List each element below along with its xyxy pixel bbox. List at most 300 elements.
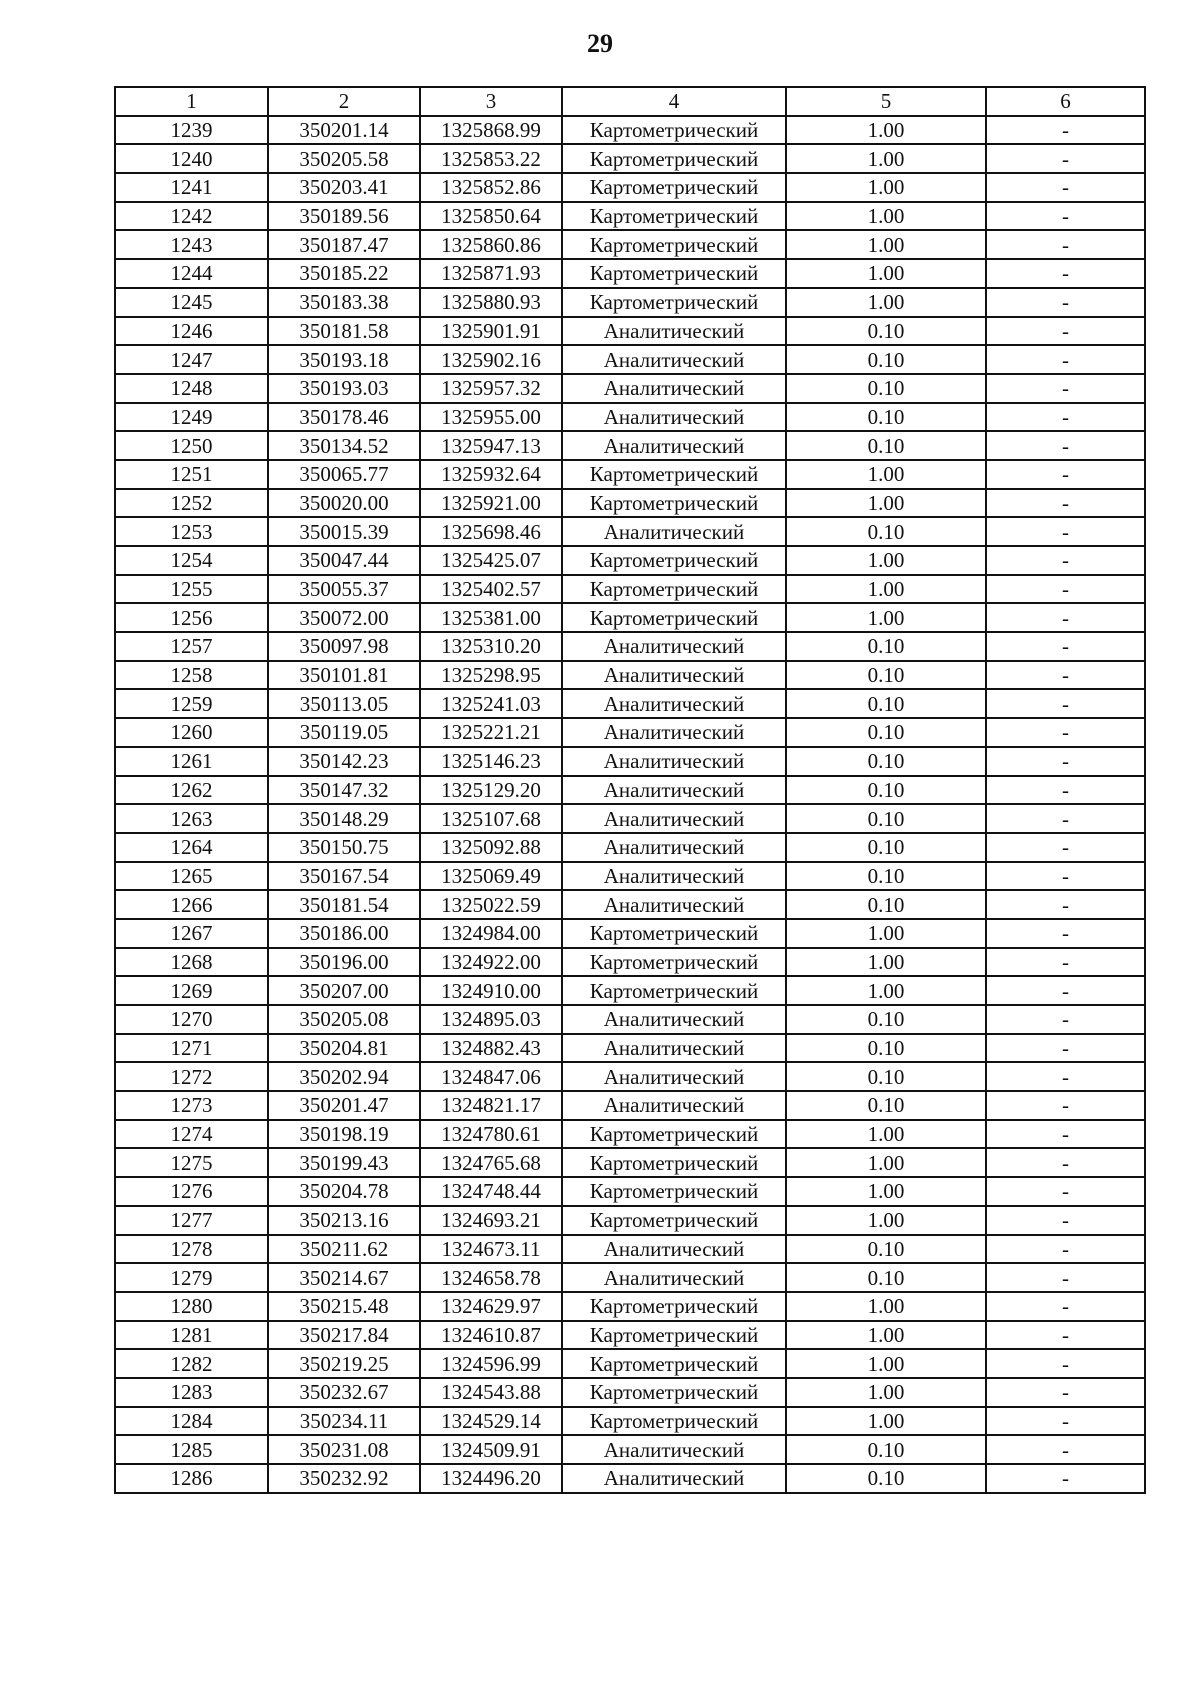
accuracy-cell: 1.00 (786, 460, 986, 489)
table-row (115, 546, 1145, 575)
method-cell: Аналитический (562, 718, 786, 747)
note-cell: - (986, 747, 1145, 776)
table-row (115, 718, 1145, 747)
method-cell: Картометрический (562, 1206, 786, 1235)
y-coordinate-cell: 1324780.61 (420, 1120, 562, 1149)
x-coordinate-cell: 350097.98 (268, 632, 420, 661)
table-row (115, 575, 1145, 604)
method-cell: Картометрический (562, 489, 786, 518)
note-cell: - (986, 862, 1145, 891)
accuracy-cell: 1.00 (786, 1148, 986, 1177)
table-row (115, 259, 1145, 288)
point-number-cell: 1281 (115, 1321, 268, 1350)
x-coordinate-cell: 350196.00 (268, 948, 420, 977)
method-cell: Картометрический (562, 1120, 786, 1149)
table-row (115, 1091, 1145, 1120)
table-row (115, 460, 1145, 489)
accuracy-cell: 0.10 (786, 776, 986, 805)
table-row (115, 976, 1145, 1005)
x-coordinate-cell: 350219.25 (268, 1349, 420, 1378)
point-number-cell: 1282 (115, 1349, 268, 1378)
point-number-cell: 1247 (115, 345, 268, 374)
column-header-4: 4 (562, 87, 786, 116)
point-number-cell: 1260 (115, 718, 268, 747)
note-cell: - (986, 603, 1145, 632)
point-number-cell: 1242 (115, 202, 268, 231)
y-coordinate-cell: 1324509.91 (420, 1435, 562, 1464)
y-coordinate-cell: 1324821.17 (420, 1091, 562, 1120)
table-row (115, 173, 1145, 202)
y-coordinate-cell: 1325221.21 (420, 718, 562, 747)
y-coordinate-cell: 1325947.13 (420, 431, 562, 460)
table-row (115, 1206, 1145, 1235)
accuracy-cell: 1.00 (786, 489, 986, 518)
x-coordinate-cell: 350213.16 (268, 1206, 420, 1235)
table-row (115, 1292, 1145, 1321)
x-coordinate-cell: 350232.92 (268, 1464, 420, 1493)
x-coordinate-cell: 350198.19 (268, 1120, 420, 1149)
table-row (115, 1062, 1145, 1091)
x-coordinate-cell: 350215.48 (268, 1292, 420, 1321)
accuracy-cell: 0.10 (786, 345, 986, 374)
method-cell: Картометрический (562, 173, 786, 202)
table-row (115, 890, 1145, 919)
point-number-cell: 1270 (115, 1005, 268, 1034)
x-coordinate-cell: 350199.43 (268, 1148, 420, 1177)
accuracy-cell: 0.10 (786, 661, 986, 690)
y-coordinate-cell: 1324596.99 (420, 1349, 562, 1378)
note-cell: - (986, 288, 1145, 317)
y-coordinate-cell: 1325022.59 (420, 890, 562, 919)
method-cell: Аналитический (562, 403, 786, 432)
note-cell: - (986, 833, 1145, 862)
note-cell: - (986, 689, 1145, 718)
accuracy-cell: 0.10 (786, 517, 986, 546)
method-cell: Аналитический (562, 317, 786, 346)
method-cell: Аналитический (562, 747, 786, 776)
method-cell: Картометрический (562, 144, 786, 173)
table-row (115, 661, 1145, 690)
table-row (115, 489, 1145, 518)
point-number-cell: 1254 (115, 546, 268, 575)
point-number-cell: 1252 (115, 489, 268, 518)
y-coordinate-cell: 1324629.97 (420, 1292, 562, 1321)
point-number-cell: 1283 (115, 1378, 268, 1407)
x-coordinate-cell: 350204.81 (268, 1034, 420, 1063)
point-number-cell: 1274 (115, 1120, 268, 1149)
x-coordinate-cell: 350193.18 (268, 345, 420, 374)
x-coordinate-cell: 350214.67 (268, 1263, 420, 1292)
accuracy-cell: 1.00 (786, 144, 986, 173)
table-row (115, 804, 1145, 833)
method-cell: Картометрический (562, 603, 786, 632)
accuracy-cell: 1.00 (786, 230, 986, 259)
table-row (115, 374, 1145, 403)
header-row (115, 87, 1145, 116)
point-number-cell: 1275 (115, 1148, 268, 1177)
point-number-cell: 1279 (115, 1263, 268, 1292)
note-cell: - (986, 1464, 1145, 1493)
accuracy-cell: 0.10 (786, 747, 986, 776)
table-row (115, 919, 1145, 948)
table-row (115, 202, 1145, 231)
column-header-6: 6 (986, 87, 1145, 116)
x-coordinate-cell: 350207.00 (268, 976, 420, 1005)
table-row (115, 517, 1145, 546)
y-coordinate-cell: 1324610.87 (420, 1321, 562, 1350)
y-coordinate-cell: 1325871.93 (420, 259, 562, 288)
table-row (115, 431, 1145, 460)
method-cell: Картометрический (562, 460, 786, 489)
point-number-cell: 1266 (115, 890, 268, 919)
method-cell: Картометрический (562, 230, 786, 259)
y-coordinate-cell: 1325902.16 (420, 345, 562, 374)
accuracy-cell: 0.10 (786, 833, 986, 862)
method-cell: Аналитический (562, 1235, 786, 1264)
point-number-cell: 1253 (115, 517, 268, 546)
accuracy-cell: 0.10 (786, 403, 986, 432)
point-number-cell: 1262 (115, 776, 268, 805)
y-coordinate-cell: 1325241.03 (420, 689, 562, 718)
y-coordinate-cell: 1325932.64 (420, 460, 562, 489)
method-cell: Картометрический (562, 976, 786, 1005)
method-cell: Картометрический (562, 288, 786, 317)
y-coordinate-cell: 1325402.57 (420, 575, 562, 604)
x-coordinate-cell: 350134.52 (268, 431, 420, 460)
x-coordinate-cell: 350205.58 (268, 144, 420, 173)
note-cell: - (986, 976, 1145, 1005)
point-number-cell: 1249 (115, 403, 268, 432)
note-cell: - (986, 1034, 1145, 1063)
table-row (115, 747, 1145, 776)
method-cell: Аналитический (562, 1005, 786, 1034)
y-coordinate-cell: 1325868.99 (420, 116, 562, 145)
y-coordinate-cell: 1325381.00 (420, 603, 562, 632)
note-cell: - (986, 1321, 1145, 1350)
point-number-cell: 1241 (115, 173, 268, 202)
accuracy-cell: 0.10 (786, 374, 986, 403)
note-cell: - (986, 489, 1145, 518)
note-cell: - (986, 948, 1145, 977)
point-number-cell: 1273 (115, 1091, 268, 1120)
accuracy-cell: 0.10 (786, 890, 986, 919)
table-row (115, 1464, 1145, 1493)
note-cell: - (986, 1177, 1145, 1206)
note-cell: - (986, 1235, 1145, 1264)
table-row (115, 948, 1145, 977)
note-cell: - (986, 1091, 1145, 1120)
x-coordinate-cell: 350020.00 (268, 489, 420, 518)
y-coordinate-cell: 1324847.06 (420, 1062, 562, 1091)
y-coordinate-cell: 1324882.43 (420, 1034, 562, 1063)
x-coordinate-cell: 350205.08 (268, 1005, 420, 1034)
accuracy-cell: 1.00 (786, 116, 986, 145)
x-coordinate-cell: 350119.05 (268, 718, 420, 747)
method-cell: Аналитический (562, 1034, 786, 1063)
accuracy-cell: 0.10 (786, 689, 986, 718)
note-cell: - (986, 374, 1145, 403)
x-coordinate-cell: 350015.39 (268, 517, 420, 546)
note-cell: - (986, 919, 1145, 948)
accuracy-cell: 0.10 (786, 1062, 986, 1091)
accuracy-cell: 0.10 (786, 718, 986, 747)
table-row (115, 230, 1145, 259)
point-number-cell: 1248 (115, 374, 268, 403)
x-coordinate-cell: 350187.47 (268, 230, 420, 259)
point-number-cell: 1284 (115, 1407, 268, 1436)
accuracy-cell: 0.10 (786, 1235, 986, 1264)
x-coordinate-cell: 350181.58 (268, 317, 420, 346)
method-cell: Картометрический (562, 1321, 786, 1350)
note-cell: - (986, 202, 1145, 231)
y-coordinate-cell: 1325852.86 (420, 173, 562, 202)
table-row (115, 144, 1145, 173)
table-row (115, 776, 1145, 805)
note-cell: - (986, 1005, 1145, 1034)
method-cell: Картометрический (562, 1292, 786, 1321)
y-coordinate-cell: 1325850.64 (420, 202, 562, 231)
method-cell: Картометрический (562, 1407, 786, 1436)
y-coordinate-cell: 1325092.88 (420, 833, 562, 862)
point-number-cell: 1251 (115, 460, 268, 489)
y-coordinate-cell: 1325310.20 (420, 632, 562, 661)
y-coordinate-cell: 1324748.44 (420, 1177, 562, 1206)
accuracy-cell: 1.00 (786, 1378, 986, 1407)
accuracy-cell: 0.10 (786, 1005, 986, 1034)
accuracy-cell: 0.10 (786, 1034, 986, 1063)
accuracy-cell: 0.10 (786, 317, 986, 346)
note-cell: - (986, 718, 1145, 747)
accuracy-cell: 0.10 (786, 1464, 986, 1493)
y-coordinate-cell: 1325129.20 (420, 776, 562, 805)
method-cell: Картометрический (562, 1177, 786, 1206)
y-coordinate-cell: 1324543.88 (420, 1378, 562, 1407)
note-cell: - (986, 230, 1145, 259)
point-number-cell: 1255 (115, 575, 268, 604)
column-header-5: 5 (786, 87, 986, 116)
table-row (115, 1148, 1145, 1177)
table-body (115, 116, 1145, 1493)
method-cell: Аналитический (562, 1435, 786, 1464)
accuracy-cell: 0.10 (786, 804, 986, 833)
y-coordinate-cell: 1325955.00 (420, 403, 562, 432)
y-coordinate-cell: 1324693.21 (420, 1206, 562, 1235)
y-coordinate-cell: 1324496.20 (420, 1464, 562, 1493)
table-row (115, 603, 1145, 632)
table-row (115, 1263, 1145, 1292)
accuracy-cell: 1.00 (786, 546, 986, 575)
x-coordinate-cell: 350147.32 (268, 776, 420, 805)
method-cell: Аналитический (562, 804, 786, 833)
method-cell: Картометрический (562, 259, 786, 288)
column-header-3: 3 (420, 87, 562, 116)
y-coordinate-cell: 1325298.95 (420, 661, 562, 690)
point-number-cell: 1263 (115, 804, 268, 833)
point-number-cell: 1267 (115, 919, 268, 948)
note-cell: - (986, 575, 1145, 604)
point-number-cell: 1257 (115, 632, 268, 661)
accuracy-cell: 1.00 (786, 1292, 986, 1321)
accuracy-cell: 1.00 (786, 603, 986, 632)
point-number-cell: 1278 (115, 1235, 268, 1264)
note-cell: - (986, 1206, 1145, 1235)
method-cell: Аналитический (562, 689, 786, 718)
x-coordinate-cell: 350047.44 (268, 546, 420, 575)
method-cell: Картометрический (562, 919, 786, 948)
table-row (115, 1120, 1145, 1149)
note-cell: - (986, 776, 1145, 805)
x-coordinate-cell: 350201.47 (268, 1091, 420, 1120)
note-cell: - (986, 517, 1145, 546)
accuracy-cell: 1.00 (786, 259, 986, 288)
y-coordinate-cell: 1325860.86 (420, 230, 562, 259)
x-coordinate-cell: 350217.84 (268, 1321, 420, 1350)
method-cell: Картометрический (562, 1349, 786, 1378)
note-cell: - (986, 431, 1145, 460)
y-coordinate-cell: 1325425.07 (420, 546, 562, 575)
note-cell: - (986, 259, 1145, 288)
x-coordinate-cell: 350203.41 (268, 173, 420, 202)
point-number-cell: 1243 (115, 230, 268, 259)
y-coordinate-cell: 1324910.00 (420, 976, 562, 1005)
accuracy-cell: 1.00 (786, 919, 986, 948)
method-cell: Картометрический (562, 575, 786, 604)
note-cell: - (986, 661, 1145, 690)
table-header (115, 87, 1145, 116)
column-header-2: 2 (268, 87, 420, 116)
table-row (115, 862, 1145, 891)
table-row (115, 632, 1145, 661)
method-cell: Аналитический (562, 1062, 786, 1091)
method-cell: Аналитический (562, 890, 786, 919)
y-coordinate-cell: 1324895.03 (420, 1005, 562, 1034)
accuracy-cell: 1.00 (786, 173, 986, 202)
table-row (115, 1005, 1145, 1034)
method-cell: Картометрический (562, 1378, 786, 1407)
note-cell: - (986, 1120, 1145, 1149)
note-cell: - (986, 345, 1145, 374)
table-row (115, 1177, 1145, 1206)
method-cell: Аналитический (562, 632, 786, 661)
x-coordinate-cell: 350113.05 (268, 689, 420, 718)
x-coordinate-cell: 350204.78 (268, 1177, 420, 1206)
note-cell: - (986, 1407, 1145, 1436)
x-coordinate-cell: 350211.62 (268, 1235, 420, 1264)
x-coordinate-cell: 350234.11 (268, 1407, 420, 1436)
table-row (115, 1034, 1145, 1063)
method-cell: Аналитический (562, 1091, 786, 1120)
note-cell: - (986, 1263, 1145, 1292)
method-cell: Аналитический (562, 776, 786, 805)
table-row (115, 1349, 1145, 1378)
note-cell: - (986, 632, 1145, 661)
method-cell: Аналитический (562, 1263, 786, 1292)
x-coordinate-cell: 350186.00 (268, 919, 420, 948)
point-number-cell: 1276 (115, 1177, 268, 1206)
accuracy-cell: 1.00 (786, 1321, 986, 1350)
x-coordinate-cell: 350072.00 (268, 603, 420, 632)
point-number-cell: 1256 (115, 603, 268, 632)
accuracy-cell: 0.10 (786, 1091, 986, 1120)
accuracy-cell: 1.00 (786, 1206, 986, 1235)
accuracy-cell: 1.00 (786, 1407, 986, 1436)
note-cell: - (986, 1148, 1145, 1177)
method-cell: Аналитический (562, 833, 786, 862)
table-row (115, 1378, 1145, 1407)
point-number-cell: 1245 (115, 288, 268, 317)
y-coordinate-cell: 1325698.46 (420, 517, 562, 546)
method-cell: Аналитический (562, 862, 786, 891)
coordinates-table (114, 86, 1146, 1494)
x-coordinate-cell: 350201.14 (268, 116, 420, 145)
x-coordinate-cell: 350193.03 (268, 374, 420, 403)
point-number-cell: 1265 (115, 862, 268, 891)
y-coordinate-cell: 1325853.22 (420, 144, 562, 173)
point-number-cell: 1244 (115, 259, 268, 288)
method-cell: Картометрический (562, 202, 786, 231)
method-cell: Аналитический (562, 345, 786, 374)
accuracy-cell: 1.00 (786, 948, 986, 977)
method-cell: Картометрический (562, 1148, 786, 1177)
note-cell: - (986, 804, 1145, 833)
y-coordinate-cell: 1325957.32 (420, 374, 562, 403)
note-cell: - (986, 144, 1145, 173)
note-cell: - (986, 173, 1145, 202)
note-cell: - (986, 1062, 1145, 1091)
x-coordinate-cell: 350185.22 (268, 259, 420, 288)
table-row (115, 116, 1145, 145)
page-number: 29 (587, 29, 613, 58)
y-coordinate-cell: 1325880.93 (420, 288, 562, 317)
point-number-cell: 1259 (115, 689, 268, 718)
x-coordinate-cell: 350231.08 (268, 1435, 420, 1464)
x-coordinate-cell: 350167.54 (268, 862, 420, 891)
y-coordinate-cell: 1324658.78 (420, 1263, 562, 1292)
table-row (115, 1321, 1145, 1350)
y-coordinate-cell: 1325901.91 (420, 317, 562, 346)
note-cell: - (986, 1349, 1145, 1378)
y-coordinate-cell: 1325107.68 (420, 804, 562, 833)
point-number-cell: 1268 (115, 948, 268, 977)
x-coordinate-cell: 350181.54 (268, 890, 420, 919)
note-cell: - (986, 403, 1145, 432)
table-row (115, 345, 1145, 374)
point-number-cell: 1280 (115, 1292, 268, 1321)
point-number-cell: 1246 (115, 317, 268, 346)
accuracy-cell: 0.10 (786, 431, 986, 460)
accuracy-cell: 0.10 (786, 632, 986, 661)
y-coordinate-cell: 1324765.68 (420, 1148, 562, 1177)
method-cell: Картометрический (562, 546, 786, 575)
point-number-cell: 1239 (115, 116, 268, 145)
point-number-cell: 1277 (115, 1206, 268, 1235)
x-coordinate-cell: 350232.67 (268, 1378, 420, 1407)
method-cell: Аналитический (562, 1464, 786, 1493)
table-row (115, 317, 1145, 346)
column-header-1: 1 (115, 87, 268, 116)
x-coordinate-cell: 350142.23 (268, 747, 420, 776)
point-number-cell: 1286 (115, 1464, 268, 1493)
x-coordinate-cell: 350189.56 (268, 202, 420, 231)
note-cell: - (986, 116, 1145, 145)
y-coordinate-cell: 1324529.14 (420, 1407, 562, 1436)
x-coordinate-cell: 350148.29 (268, 804, 420, 833)
point-number-cell: 1240 (115, 144, 268, 173)
point-number-cell: 1285 (115, 1435, 268, 1464)
accuracy-cell: 1.00 (786, 1177, 986, 1206)
table-row (115, 833, 1145, 862)
table-row (115, 1407, 1145, 1436)
